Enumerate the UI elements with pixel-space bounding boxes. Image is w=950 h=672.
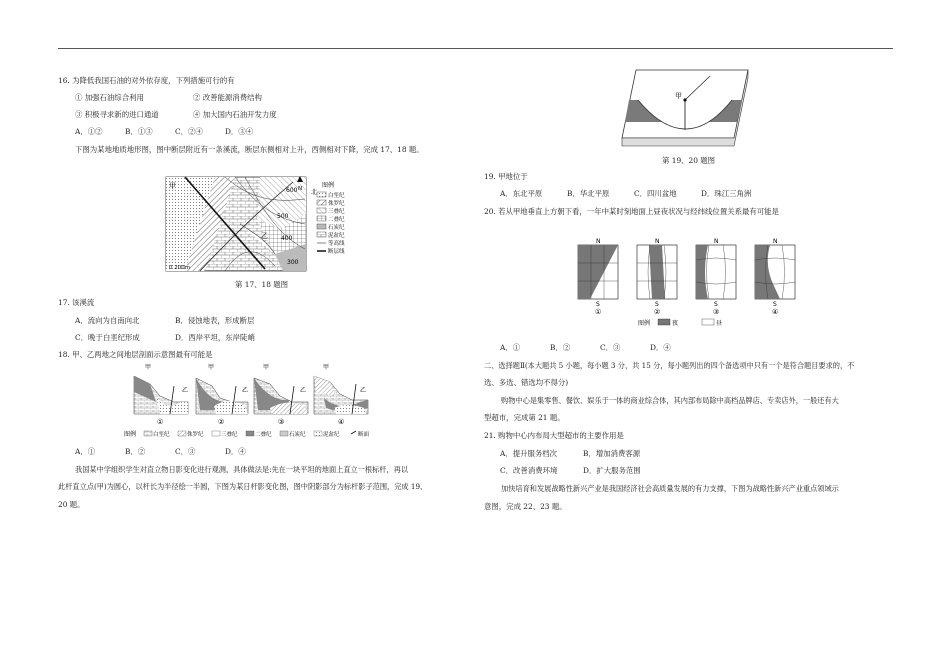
- section-1-jia: 甲: [145, 364, 152, 371]
- panel-3-s: S: [714, 301, 718, 308]
- section-1-yi: 乙: [182, 387, 189, 394]
- map-label-jia: 甲: [169, 182, 176, 190]
- panel-2-n: N: [655, 238, 660, 245]
- section-legend-cretaceous: 白垩纪: [153, 432, 170, 438]
- q20-choice-a: A．①: [500, 343, 521, 352]
- north-label: N: [298, 186, 303, 192]
- legend-contour: 等高线: [328, 241, 345, 247]
- q16-option-2: ② 改善能源消费结构: [193, 93, 262, 102]
- section-label-3: ③: [278, 418, 285, 426]
- panel-4-n: N: [773, 238, 778, 245]
- cross-sections-figure: [120, 362, 410, 440]
- section-legend-carboniferous: 石炭纪: [289, 432, 306, 438]
- geologic-map-figure: [165, 174, 370, 274]
- q20-stem: 20. 若从甲地垂直上方朝下看，一年中某时刻地面上昼夜状况与经纬线位置关系最有可能是: [484, 207, 779, 216]
- q17-choice-b: B．侵蚀地表，形成断层: [175, 316, 255, 325]
- q19-choice-b: B．华北平原: [567, 189, 610, 198]
- section-legend-fault: 断面: [358, 432, 370, 438]
- section-label-4: ④: [338, 418, 345, 426]
- section-4-jia: 甲: [323, 364, 330, 371]
- legend-swatch-triassic: [317, 208, 326, 213]
- intro-22-line1: 加快培育和发展战略性新兴产业是我国经济社会高质量发展的有力支撑，下图为战略性新兴产业重点领域示: [501, 484, 839, 493]
- pole-point: [683, 98, 686, 101]
- section-legend-triassic: 三叠纪: [221, 432, 238, 438]
- panel-1-s: S: [596, 301, 600, 308]
- panel-label-3: ③: [713, 308, 720, 316]
- legend-permian: 二叠纪: [328, 217, 345, 223]
- intro-21-line2: 型超市，完成第 21 题。: [484, 413, 565, 422]
- legend-swatch-cretaceous: [317, 192, 326, 197]
- q21-stem: 21. 购物中心内布局大型超市的主要作用是: [484, 431, 624, 440]
- daynight-legend-title: 图例: [638, 320, 651, 327]
- q21-choice-a: A．提升服务档次: [500, 449, 558, 458]
- intro-19-20-line3: 20 题。: [58, 500, 85, 509]
- legend-night: 夜: [672, 320, 679, 327]
- day-night-figure: [572, 236, 804, 328]
- q18-choice-b: B．②: [125, 447, 146, 456]
- legend-night-swatch: [658, 319, 670, 325]
- section-3-jia: 甲: [263, 364, 270, 371]
- q19-stem: 19. 甲地位于: [484, 172, 528, 181]
- panel-4-s: S: [773, 301, 777, 308]
- section-panel-3: [254, 363, 308, 426]
- section-2-jia: 甲: [208, 364, 215, 371]
- fig19-caption: 第 19、20 题图: [662, 156, 716, 165]
- q18-stem: 18. 甲、乙两地之间地层剖面示意图最有可能是: [58, 350, 213, 359]
- q16-option-4: ④ 加大国内石油开发力度: [193, 110, 277, 119]
- section-legend-swatch-3: [246, 431, 254, 436]
- section-label-1: ①: [157, 418, 164, 426]
- section-legend-devonian: 泥盆纪: [323, 432, 340, 438]
- q17-choice-c: C．晚于白垩纪形成: [75, 333, 140, 342]
- section-label-2: ②: [218, 418, 225, 426]
- legend-swatch-jurassic: [317, 200, 326, 205]
- q21-choice-b: B．增加消费客源: [583, 449, 641, 458]
- q16-choice-d: D．③④: [225, 127, 254, 136]
- q19-choice-d: D．珠江三角洲: [701, 189, 752, 198]
- legend-jurassic: 侏罗纪: [328, 201, 345, 207]
- q18-choice-c: C．③: [175, 447, 196, 456]
- shadow-fig-jia: 甲: [675, 92, 682, 100]
- intro-21-line1: 购物中心是集零售、餐饮、娱乐于一体的商业综合体，其内部布局除中高档品牌店、专卖店外，一般还有大: [501, 396, 839, 405]
- legend-triassic: 三叠纪: [328, 209, 345, 215]
- panel-label-4: ④: [772, 308, 779, 316]
- section-legend-jurassic: 侏罗纪: [187, 432, 204, 438]
- q19-choice-a: A．东北平原: [500, 189, 543, 198]
- q21-choice-d: D．扩大服务范围: [583, 466, 641, 475]
- daynight-panel-2: [637, 238, 677, 316]
- q16-choice-c: C．②④: [175, 127, 203, 136]
- q16-stem: 16. 为降低我国石油的对外依存度，下列措施可行的有: [58, 76, 235, 85]
- section-2-yi: 乙: [242, 387, 249, 394]
- map-north-char: 北: [311, 189, 318, 196]
- section-legend-fault-swatch: [351, 431, 356, 434]
- intro-17-18: 下图为某地地质地形图，图中断层附近有一条溪流，断层东侧相对上升，西侧相对下降，完成 17、18 题。: [75, 145, 424, 154]
- intro-19-20-line2: 此杆直立点(甲)为圆心，以杆长为半径绘一半圆，下图为某日杆影变化图，图中阴影部分为标杆影子范围，完成 19、: [58, 482, 428, 491]
- q16-option-3: ③ 积极寻求新的进口通道: [75, 110, 159, 119]
- q19-choice-c: C．四川盆地: [634, 189, 677, 198]
- q18-choice-d: D．④: [225, 447, 246, 456]
- section2-header-line2: 选、多选、错选均不得分): [484, 378, 569, 387]
- section-legend-swatch-4: [280, 431, 288, 436]
- q17-choice-a: A．流向为自南向北: [75, 316, 140, 325]
- panel-label-2: ②: [654, 308, 661, 316]
- section-legend-permian: 二叠纪: [255, 432, 272, 438]
- q16-choice-b: B．①③: [125, 127, 153, 136]
- legend-swatch-carboniferous: [317, 224, 326, 229]
- section-legend-swatch-5: [314, 431, 322, 436]
- header-rule: [58, 48, 893, 49]
- legend-swatch-permian: [317, 216, 326, 221]
- section-legend-swatch-0: [144, 431, 152, 436]
- contour-label-600: 600: [286, 187, 298, 194]
- daynight-panel-3: [696, 238, 736, 316]
- q17-stem: 17. 该溪流: [58, 298, 95, 307]
- legend-cretaceous: 白垩纪: [328, 193, 345, 199]
- q20-choice-c: C．③: [600, 343, 621, 352]
- section2-header-line1: 二、选择题Ⅱ(本大题共 5 小题，每小题 3 分，共 15 分，每小题列出的四个备选项中只有一个是符合题目要求的，不: [484, 361, 855, 370]
- q20-choice-d: D．④: [650, 343, 671, 352]
- contour-label-400: 400: [281, 235, 293, 242]
- daynight-panel-4: [755, 238, 795, 316]
- contour-label-300: 300: [287, 259, 299, 266]
- q18-choice-a: A．①: [75, 447, 96, 456]
- map-caption: 第 17、18 题图: [235, 280, 289, 289]
- contour-label-500: 500: [277, 213, 289, 220]
- section-3-yi: 乙: [300, 387, 307, 394]
- section-panel-4: [314, 363, 368, 426]
- section-panel-2: [196, 363, 248, 426]
- intro-22-line2: 意图，完成 22、23 题。: [484, 502, 567, 511]
- q21-choice-c: C．改善消费环境: [500, 466, 558, 475]
- panel-label-1: ①: [595, 308, 602, 316]
- map-legend-title: 图例: [322, 182, 335, 189]
- section-panel-1: [134, 363, 188, 426]
- daynight-panel-1: [578, 238, 618, 316]
- map-label-yi: 乙: [261, 232, 268, 240]
- q20-choice-b: B．②: [550, 343, 571, 352]
- q16-choice-a: A．①②: [75, 127, 103, 136]
- legend-swatch-devonian: [317, 232, 326, 237]
- panel-3-n: N: [714, 238, 719, 245]
- section-legend-title: 图例: [124, 431, 137, 438]
- intro-19-20-line1: 我国某中学组织学生对直立物日影变化进行观测，具体做法是:先在一块平坦的地面上直立一根标杆，再以: [75, 465, 409, 474]
- section-legend-swatch-2: [212, 431, 220, 436]
- panel-2-s: S: [655, 301, 659, 308]
- legend-day-swatch: [702, 319, 714, 325]
- legend-carboniferous: 石炭纪: [328, 225, 345, 231]
- legend-devonian: 泥盆纪: [328, 233, 345, 239]
- q17-choice-d: D．西岸平坦，东岸陡峭: [175, 333, 255, 342]
- legend-fault: 断层线: [328, 249, 345, 255]
- shadow-figure: [620, 68, 750, 150]
- section-4-yi: 乙: [360, 387, 367, 394]
- legend-day: 昼: [716, 320, 723, 327]
- panel-1-n: N: [596, 238, 601, 245]
- q16-option-1: ① 加强石油综合利用: [75, 93, 144, 102]
- section-legend-swatch-1: [178, 431, 186, 436]
- map-scale: 0 200m: [169, 265, 191, 271]
